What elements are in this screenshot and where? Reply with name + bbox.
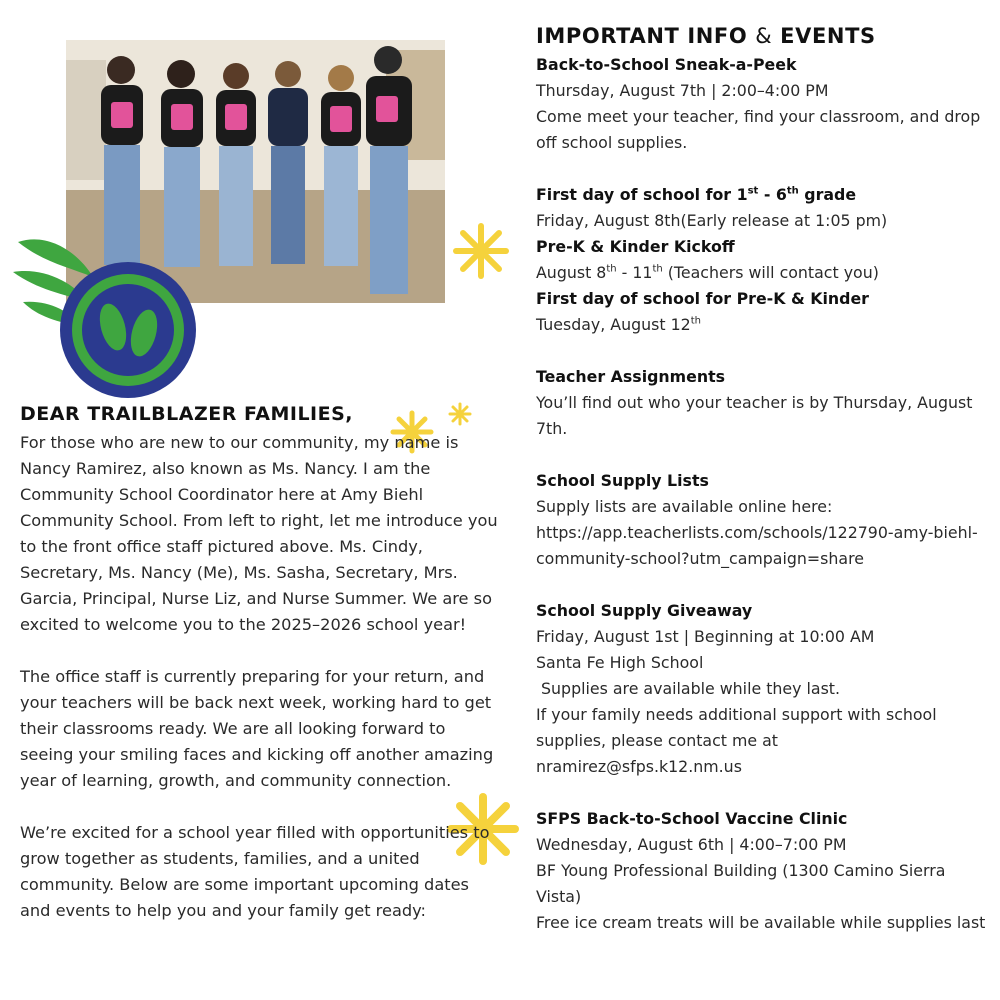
- event-title: First day of school for Pre-K & Kinder: [536, 289, 869, 308]
- event-description: Supply lists are available online here:: [536, 497, 833, 516]
- event-description: If your family needs additional support with school supplies, please contact me at: [536, 705, 937, 750]
- letter-paragraph: For those who are new to our community, my name is Nancy Ramirez, also known as Ms. Nancy. I am the Community School Coordinator here at Amy Biehl Community School. From left to right, let me introduce you to the front office staff pictured above. Ms. Cindy, Secretary, Ms. Nancy (Me), Ms. Sasha, Secretary, Mrs. Garcia, Principal, Nurse Liz, and Nurse Summer. We are so excited to welcome you to the 2025–2026 school year!: [20, 433, 498, 634]
- event-title: Pre-K & Kinder Kickoff: [536, 237, 735, 256]
- event-date: Thursday, August 7th | 2:00–4:00 PM: [536, 81, 829, 100]
- event-date: Tuesday, August 12th: [536, 315, 701, 334]
- event-date: Wednesday, August 6th | 4:00–7:00 PM: [536, 835, 847, 854]
- event-title: School Supply Giveaway: [536, 601, 753, 620]
- event-description: Come meet your teacher, find your classroom, and drop off school supplies.: [536, 107, 981, 152]
- event-teacher-assignments: [536, 364, 986, 442]
- school-logo: [8, 232, 203, 407]
- star-icon: [452, 222, 510, 280]
- event-date: Friday, August 8th(Early release at 1:05 pm): [536, 211, 888, 230]
- events-heading: IMPORTANT INFO & EVENTS: [536, 24, 876, 48]
- contact-email-link[interactable]: nramirez@sfps.k12.nm.us: [536, 757, 742, 776]
- event-title: First day of school for 1st - 6th grade: [536, 185, 857, 204]
- event-title: School Supply Lists: [536, 471, 709, 490]
- event-description: Free ice cream treats will be available while supplies last: [536, 913, 986, 932]
- event-description: You’ll find out who your teacher is by Thursday, August 7th.: [536, 393, 973, 438]
- event-location: Santa Fe High School: [536, 653, 704, 672]
- letter-paragraph: We’re excited for a school year filled with opportunities to grow together as students, families, and a united community. Below are some important upcoming dates and events to help you and your family get ready:: [20, 823, 490, 920]
- event-first-day: [536, 182, 986, 338]
- welcome-letter: [20, 402, 500, 950]
- event-date: Friday, August 1st | Beginning at 10:00 AM: [536, 627, 875, 646]
- event-date: August 8th - 11th (Teachers will contact you): [536, 263, 879, 282]
- event-description: Supplies are available while they last.: [536, 679, 841, 698]
- supply-list-link[interactable]: https://app.teacherlists.com/schools/122790-amy-biehl-community-school?utm_campaign=share: [536, 523, 978, 568]
- event-supply-lists: [536, 468, 986, 572]
- event-title: Back-to-School Sneak-a-Peek: [536, 55, 797, 74]
- events-column: [536, 22, 986, 962]
- event-vaccine-clinic: [536, 806, 986, 936]
- letter-paragraph: The office staff is currently preparing for your return, and your teachers will be back next week, working hard to get their classrooms ready. We are all looking forward to seeing your smiling faces and kicking off another amazing year of learning, growth, and community connection.: [20, 667, 494, 790]
- letter-heading: DEAR TRAILBLAZER FAMILIES,: [20, 403, 354, 425]
- event-sneak-a-peek: [536, 52, 986, 156]
- event-title: Teacher Assignments: [536, 367, 726, 386]
- event-title: SFPS Back-to-School Vaccine Clinic: [536, 809, 848, 828]
- event-location: BF Young Professional Building (1300 Camino Sierra Vista): [536, 861, 946, 906]
- event-supply-giveaway: [536, 598, 986, 780]
